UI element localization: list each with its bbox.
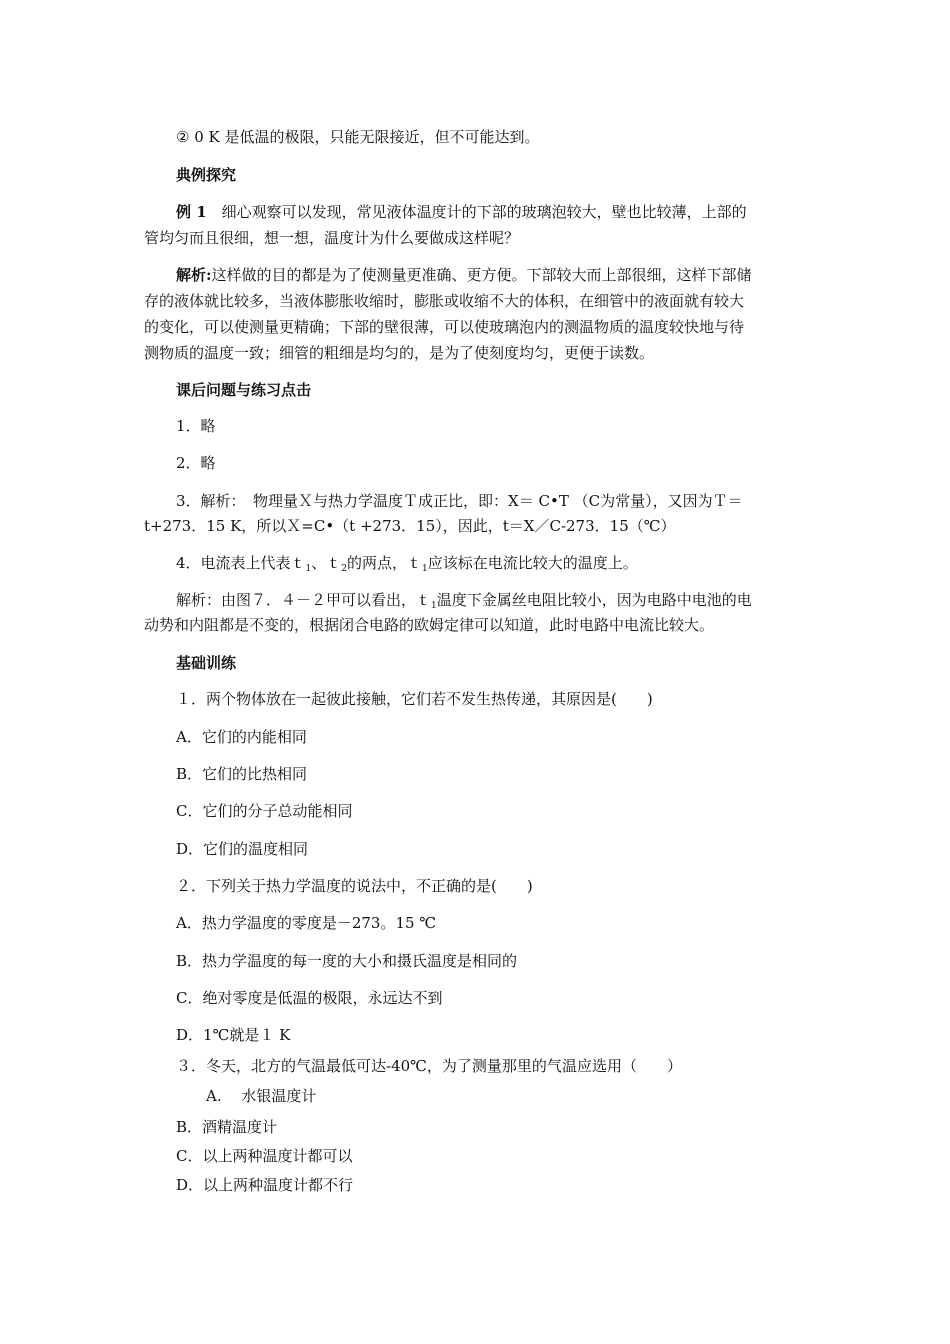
- exercise-1: 1．略: [176, 417, 216, 435]
- exercise-4: [176, 552, 846, 574]
- exercise-2: 2．略: [176, 454, 216, 472]
- subscript: 2: [341, 564, 348, 574]
- subscript: 1: [422, 564, 428, 574]
- question-1-option-c: C．它们的分子总动能相同: [176, 802, 353, 820]
- text-segment: 解析：由图７．４－２甲可以看出，ｔ: [176, 591, 432, 609]
- question-3-option-c: C．以上两种温度计都可以: [176, 1147, 353, 1165]
- analysis-line-3: 的变化，可以使测量更精确；下部的壁很薄，可以使玻璃泡内的测温物质的温度较快地与待: [144, 318, 745, 336]
- question-2-option-d: D．1℃就是１ K: [176, 1026, 291, 1044]
- exercise-3-line-2: t+273．15 K，所以Ｘ=C•（t +273．15），因此，t＝X／C-273．15（℃）: [144, 517, 676, 535]
- text-segment: 4．电流表上代表ｔ: [176, 554, 306, 572]
- text-segment: 温度下金属丝电阻比较小，因为电路中电池的电: [436, 591, 752, 609]
- statement-absolute-zero: ② 0 K 是低温的极限，只能无限接近，但不可能达到。: [176, 128, 540, 146]
- exercise-4-analysis-line-2: 动势和内阻都是不变的，根据闭合电路的欧姆定律可以知道，此时电路中电流比较大。: [144, 616, 715, 634]
- question-2: ２．下列关于热力学温度的说法中，不正确的是( ): [176, 877, 533, 895]
- analysis-text: 这样做的目的都是为了使测量更准确、更方便。下部较大而上部很细，这样下部储: [211, 266, 752, 284]
- text-segment: 的两点，ｔ: [347, 554, 423, 572]
- question-1-option-d: D．它们的温度相同: [176, 840, 309, 858]
- analysis-label: 解析:: [176, 266, 212, 284]
- exercise-3-line-1: 3．解析： 物理量Ｘ与热力学温度Ｔ成正比，即：X＝ C•T （C为常量），又因为Ｔ＝: [176, 492, 743, 510]
- question-3-option-b: B．酒精温度计: [176, 1118, 278, 1136]
- section-heading-basic-training: 基础训练: [176, 654, 237, 672]
- subscript: 1: [431, 601, 437, 611]
- question-3: ３．冬天，北方的气温最低可达-40℃，为了测量那里的气温应选用（ ）: [176, 1057, 682, 1075]
- example-label: 例 1: [176, 203, 207, 221]
- question-2-option-a: A．热力学温度的零度是－273。15 ℃: [176, 914, 437, 932]
- analysis-line-4: 测物质的温度一致；细管的粗细是均匀的，是为了使刻度均匀，更便于读数。: [144, 344, 655, 362]
- text-segment: 应该标在电流比较大的温度上。: [427, 554, 638, 572]
- example-1-line-2: 管均匀而且很细，想一想，温度计为什么要做成这样呢？: [144, 229, 520, 247]
- question-2-option-c: C．绝对零度是低温的极限，永远达不到: [176, 989, 443, 1007]
- question-2-option-b: B．热力学温度的每一度的大小和摄氏温度是相同的: [176, 952, 518, 970]
- text-segment: 、ｔ: [311, 554, 342, 572]
- section-heading-examples: 典例探究: [176, 166, 237, 184]
- question-1: １．两个物体放在一起彼此接触，它们若不发生热传递，其原因是( ): [176, 690, 653, 708]
- example-1-text: 细心观察可以发现，常见液体温度计的下部的玻璃泡较大，壁也比较薄，上部的: [206, 203, 747, 221]
- question-3-option-a: A. 水银温度计: [206, 1087, 317, 1105]
- question-3-option-d: D．以上两种温度计都不行: [176, 1176, 354, 1194]
- subscript: 1: [305, 564, 312, 574]
- question-1-option-a: A．它们的内能相同: [176, 728, 307, 746]
- analysis-line-1: [176, 264, 846, 286]
- analysis-line-2: 存的液体就比较多，当液体膨胀收缩时，膨胀或收缩不大的体积，在细管中的液面就有较大: [144, 292, 745, 310]
- example-1-line-1: [176, 201, 846, 223]
- question-1-option-b: B．它们的比热相同: [176, 765, 308, 783]
- exercise-4-analysis-line-1: [176, 589, 846, 611]
- section-heading-exercises: 课后问题与练习点击: [176, 381, 312, 399]
